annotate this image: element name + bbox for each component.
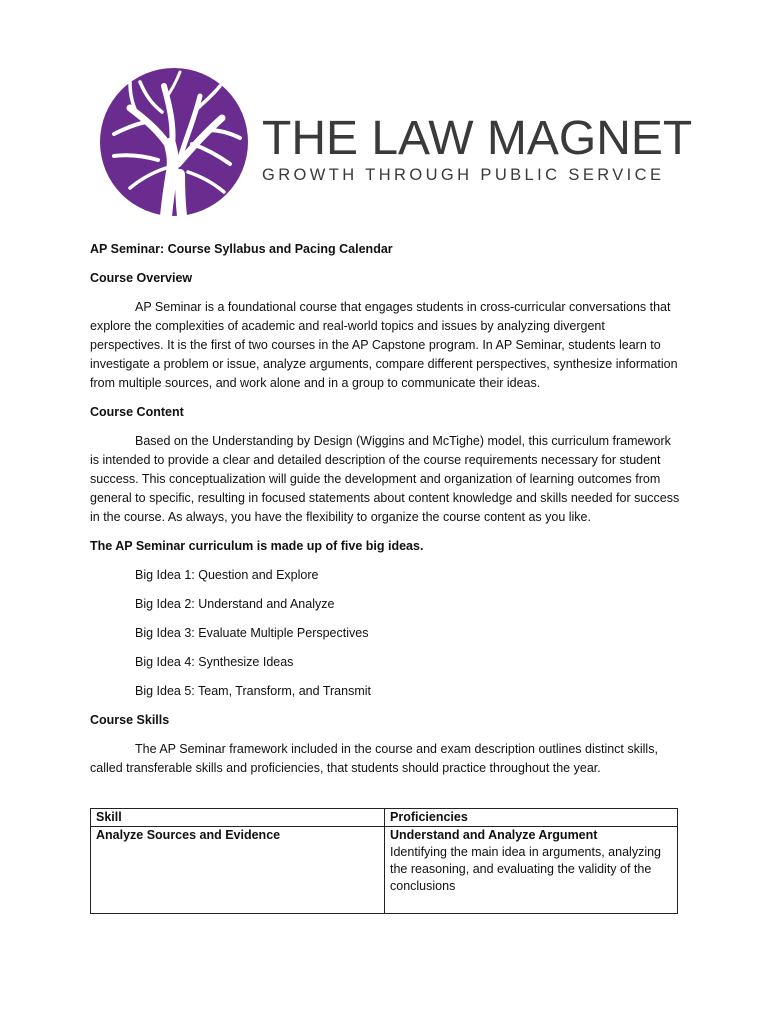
table-row — [91, 827, 678, 914]
big-idea-item: Big Idea 2: Understand and Analyze — [135, 597, 335, 611]
big-idea-item: Big Idea 5: Team, Transform, and Transmit — [135, 684, 371, 698]
table-header-proficiencies: Proficiencies — [385, 809, 678, 827]
skills-heading: Course Skills — [90, 713, 170, 727]
big-idea-item: Big Idea 4: Synthesize Ideas — [135, 655, 294, 669]
overview-heading: Course Overview — [90, 271, 193, 285]
table-header-row — [91, 809, 678, 827]
content-paragraph: Based on the Understanding by Design (Wiggins and McTighe) model, this curriculum framework is intended to provide a clear and detailed description of the course requirements necessary for student success. This conceptualization will guide the development and organization of learning outcomes from general to specific, resulting in focused statements about content knowledge and skills needed for success in the course. As always, you have the flexibility to organize the course content as you like. — [90, 434, 680, 524]
brand — [262, 112, 693, 185]
document-body — [90, 240, 680, 778]
skills-paragraph: The AP Seminar framework included in the course and exam description outlines distinct skills, called transferable skills and proficiencies, that students should practice throughout the year. — [90, 742, 658, 775]
proficiency-cell — [385, 827, 678, 914]
document-title: AP Seminar: Course Syllabus and Pacing Calendar — [90, 242, 393, 256]
skills-table — [90, 808, 678, 914]
brand-subtitle: GROWTH THROUGH PUBLIC SERVICE — [262, 166, 665, 184]
proficiency-title: Understand and Analyze Argument — [390, 828, 598, 842]
content-heading: Course Content — [90, 405, 184, 419]
table-header-skill: Skill — [91, 809, 385, 827]
proficiency-text: Identifying the main idea in arguments, analyzing the reasoning, and evaluating the validity of the conclusions — [390, 845, 661, 893]
big-ideas-intro: The AP Seminar curriculum is made up of five big ideas. — [90, 539, 424, 553]
skill-cell: Analyze Sources and Evidence — [91, 827, 385, 914]
brand-title: THE LAW MAGNET — [262, 112, 693, 165]
tree-icon — [100, 68, 248, 216]
big-idea-item: Big Idea 3: Evaluate Multiple Perspectives — [135, 626, 369, 640]
big-idea-item: Big Idea 1: Question and Explore — [135, 568, 319, 582]
overview-paragraph: AP Seminar is a foundational course that engages students in cross-curricular conversations that explore the complexities of academic and real-world topics and issues by analyzing divergent perspectives. It is the first of two courses in the AP Capstone program. In AP Seminar, students learn to investigate a problem or issue, analyze arguments, compare different perspectives, synthesize information from multiple sources, and work alone and in a group to communicate their ideas. — [90, 300, 678, 390]
